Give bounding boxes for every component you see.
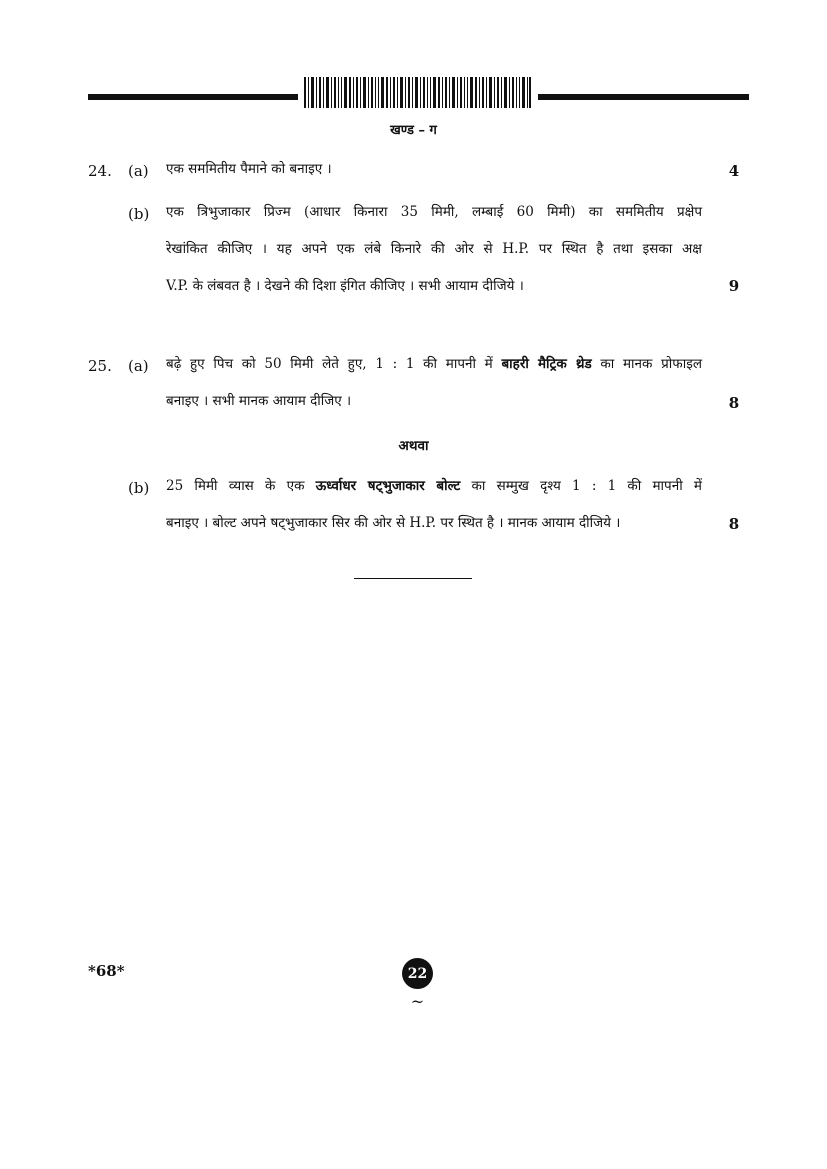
page-tilde: ~ xyxy=(410,992,425,1011)
question-24b-label: (b) xyxy=(128,205,150,223)
page-number-text: 22 xyxy=(407,965,428,982)
question-number-24: 24. xyxy=(88,162,112,180)
question-24b-marks: 9 xyxy=(728,277,740,295)
header-rule-right xyxy=(538,94,749,100)
question-25a-emphasis: बाहरी मैट्रिक थ्रेड xyxy=(501,356,592,372)
barcode xyxy=(304,77,531,108)
question-25b-line-2: बनाइए । बोल्ट अपने षट्भुजाकार सिर की ओर से H.P. पर स्थित है । मानक आयाम दीजिये । xyxy=(166,515,621,531)
question-24a-marks: 4 xyxy=(728,162,740,180)
section-title: खण्ड – ग xyxy=(390,123,437,138)
question-24b-line-3: V.P. के लंबवत है । देखने की दिशा इंगित कीजिए । सभी आयाम दीजिये । xyxy=(166,278,524,294)
question-24b-text xyxy=(166,194,702,305)
question-25b-line-1 xyxy=(166,468,702,505)
question-25a-line-1 xyxy=(166,346,702,383)
question-number-25: 25. xyxy=(88,357,112,375)
question-24a-line: एक सममितीय पैमाने को बनाइए । xyxy=(166,161,332,177)
page-number xyxy=(402,958,433,989)
end-rule xyxy=(354,578,472,579)
question-25b-line-1-pre: 25 मिमी व्यास के एक xyxy=(166,478,316,494)
or-label: अथवा xyxy=(398,438,429,454)
question-25a-text xyxy=(166,346,702,420)
question-25b-text xyxy=(166,468,702,542)
question-24a-text xyxy=(166,151,702,188)
question-25b-emphasis: ऊर्ध्वाधर षट्भुजाकार बोल्ट xyxy=(315,478,461,494)
question-25a-line-1-post: का मानक प्रोफाइल xyxy=(591,356,702,372)
question-25a-line-1-pre: बढ़े हुए पिच को 50 मिमी लेते हुए, 1 : 1 की मापनी में xyxy=(166,356,502,372)
paper-code: *68* xyxy=(88,962,125,980)
question-25a-label: (a) xyxy=(128,357,149,375)
question-24a-label: (a) xyxy=(128,162,149,180)
question-24b-line-1: एक त्रिभुजाकार प्रिज्म (आधार किनारा 35 मिमी, लम्बाई 60 मिमी) का सममितीय प्रक्षेप xyxy=(166,204,702,220)
question-24b-line-2: रेखांकित कीजिए । यह अपने एक लंबे किनारे की ओर से H.P. पर स्थित है तथा इसका अक्ष xyxy=(166,241,702,257)
question-25b-line-1-post: का सम्मुख दृश्य 1 : 1 की मापनी में xyxy=(460,478,702,494)
question-25b-label: (b) xyxy=(128,479,150,497)
question-25a-line-2: बनाइए । सभी मानक आयाम दीजिए । xyxy=(166,393,352,409)
question-25a-marks: 8 xyxy=(728,394,740,412)
header-rule-left xyxy=(88,94,298,100)
question-25b-marks: 8 xyxy=(728,515,740,533)
